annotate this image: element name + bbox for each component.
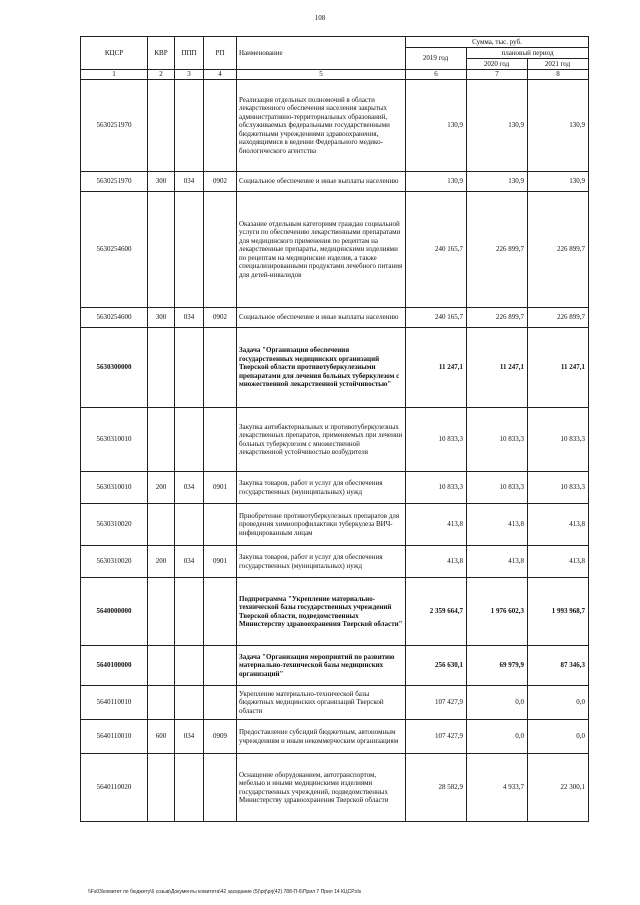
row-value-2020: 0,0 (467, 720, 528, 754)
header-kvr: КВР (148, 37, 175, 70)
row-code: 5630251970 (81, 172, 148, 192)
row-kvr: 200 (148, 472, 175, 504)
table-row (81, 546, 589, 578)
row-rp (204, 686, 237, 720)
row-value-2020: 413,8 (467, 504, 528, 546)
row-rp: 0902 (204, 308, 237, 328)
table-row (81, 686, 589, 720)
row-value-2020: 413,8 (467, 546, 528, 578)
row-ppp (175, 686, 204, 720)
row-name: Оснащение оборудованием, автотранспортом, мебелью и иными медицинскими изделиями государственных учреждений, подведомственных Министерству здравоохранения Тверской области (237, 754, 406, 822)
row-rp: 0909 (204, 720, 237, 754)
row-kvr (148, 504, 175, 546)
row-ppp (175, 328, 204, 408)
row-value-2019: 413,8 (406, 546, 467, 578)
table-row (81, 578, 589, 646)
row-value-2019: 413,8 (406, 504, 467, 546)
row-value-2019: 130,9 (406, 172, 467, 192)
row-value-2020: 226 899,7 (467, 192, 528, 308)
row-value-2019: 240 165,7 (406, 308, 467, 328)
row-ppp: 034 (175, 720, 204, 754)
col-number: 6 (406, 70, 467, 80)
budget-table (80, 36, 589, 822)
table-row (81, 328, 589, 408)
row-value-2020: 130,9 (467, 80, 528, 172)
row-value-2020: 10 833,3 (467, 472, 528, 504)
row-value-2021: 130,9 (528, 172, 589, 192)
row-kvr (148, 754, 175, 822)
row-value-2021: 0,0 (528, 686, 589, 720)
row-value-2019: 11 247,1 (406, 328, 467, 408)
table-row (81, 408, 589, 472)
row-value-2021: 0,0 (528, 720, 589, 754)
row-value-2020: 226 899,7 (467, 308, 528, 328)
col-number: 1 (81, 70, 148, 80)
header-rp: РП (204, 37, 237, 70)
header-2019: 2019 год (406, 48, 467, 70)
table-row (81, 308, 589, 328)
row-ppp (175, 192, 204, 308)
row-value-2020: 4 933,7 (467, 754, 528, 822)
row-code: 5630300000 (81, 328, 148, 408)
page-number: 108 (314, 14, 326, 22)
col-number: 7 (467, 70, 528, 80)
row-code: 5640110010 (81, 720, 148, 754)
row-value-2021: 413,8 (528, 504, 589, 546)
row-ppp: 034 (175, 472, 204, 504)
row-name: Закупка антибактериальных и противотуберкулезных лекарственных препаратов, применяемых при лечении больных туберкулезом с множественной лекарственной устойчивостью возбудителя (237, 408, 406, 472)
row-ppp (175, 646, 204, 686)
table-row (81, 646, 589, 686)
row-ppp (175, 80, 204, 172)
row-ppp (175, 754, 204, 822)
row-value-2019: 10 833,3 (406, 472, 467, 504)
row-name: Подпрограмма "Укрепление материально-технической базы государственных учреждений Тверской области, подведомственных Министерству здравоохранения Тверской области" (237, 578, 406, 646)
table-body (81, 80, 589, 822)
row-code: 5630310020 (81, 504, 148, 546)
row-rp (204, 578, 237, 646)
row-kvr: 200 (148, 546, 175, 578)
row-value-2020: 11 247,1 (467, 328, 528, 408)
row-rp (204, 408, 237, 472)
row-rp (204, 646, 237, 686)
row-kvr: 300 (148, 172, 175, 192)
row-kvr (148, 408, 175, 472)
row-value-2019: 107 427,9 (406, 686, 467, 720)
row-code: 5630254600 (81, 192, 148, 308)
column-numbers-row (81, 70, 589, 80)
row-ppp (175, 578, 204, 646)
row-value-2019: 240 165,7 (406, 192, 467, 308)
row-rp: 0901 (204, 546, 237, 578)
row-ppp: 034 (175, 308, 204, 328)
header-name: Наименование (237, 37, 406, 70)
row-code: 5640110020 (81, 754, 148, 822)
row-name: Социальное обеспечение и иные выплаты населению (237, 308, 406, 328)
col-number: 8 (528, 70, 589, 80)
table-row (81, 754, 589, 822)
row-name: Социальное обеспечение и иные выплаты населению (237, 172, 406, 192)
col-number: 5 (237, 70, 406, 80)
row-value-2021: 10 833,3 (528, 472, 589, 504)
col-number: 2 (148, 70, 175, 80)
row-name: Предоставление субсидий бюджетным, автономным учреждениям и иным некоммерческим организациям (237, 720, 406, 754)
row-ppp (175, 504, 204, 546)
row-code: 5640100000 (81, 646, 148, 686)
row-name: Задача "Организация обеспечения государственных медицинских организаций Тверской области противотуберкулезными препаратами для лечения больных туберкулезом с множественной лекарственной устойчивостью" (237, 328, 406, 408)
row-value-2020: 69 979,9 (467, 646, 528, 686)
col-number: 4 (204, 70, 237, 80)
row-value-2021: 413,8 (528, 546, 589, 578)
row-value-2020: 10 833,3 (467, 408, 528, 472)
row-value-2019: 130,9 (406, 80, 467, 172)
row-value-2021: 87 346,3 (528, 646, 589, 686)
row-ppp: 034 (175, 172, 204, 192)
table-row (81, 80, 589, 172)
row-rp (204, 80, 237, 172)
row-value-2020: 130,9 (467, 172, 528, 192)
row-rp (204, 754, 237, 822)
row-rp (204, 328, 237, 408)
row-code: 5630310010 (81, 408, 148, 472)
row-value-2021: 10 833,3 (528, 408, 589, 472)
row-kvr (148, 80, 175, 172)
row-value-2020: 0,0 (467, 686, 528, 720)
row-value-2019: 28 582,9 (406, 754, 467, 822)
row-kvr (148, 646, 175, 686)
row-rp: 0901 (204, 472, 237, 504)
row-kvr: 600 (148, 720, 175, 754)
row-kvr (148, 192, 175, 308)
row-code: 5630254600 (81, 308, 148, 328)
header-planned-period: плановый период (467, 48, 589, 59)
row-name: Закупка товаров, работ и услуг для обеспечения государственных (муниципальных) нужд (237, 546, 406, 578)
row-name: Задача "Организация мероприятий по развитию материально-технической базы медицинских организаций" (237, 646, 406, 686)
header-code: КЦСР (81, 37, 148, 70)
table-header (81, 37, 589, 80)
row-value-2020: 1 976 602,3 (467, 578, 528, 646)
row-value-2021: 130,9 (528, 80, 589, 172)
row-kvr (148, 686, 175, 720)
row-ppp: 034 (175, 546, 204, 578)
file-path-footer: \\Fs03\комитет по бюджету\6 созыв\Документы комитета\42 заседание (5)\prj\prj(42) 788-П-6\Прил 7 Прил 14 КЦСР.xls (88, 889, 362, 895)
row-rp (204, 192, 237, 308)
header-2020: 2020 год (467, 59, 528, 70)
row-code: 5630310010 (81, 472, 148, 504)
table-row (81, 172, 589, 192)
row-value-2019: 10 833,3 (406, 408, 467, 472)
header-ppp: ППП (175, 37, 204, 70)
header-2021: 2021 год (528, 59, 589, 70)
table-row (81, 192, 589, 308)
table-row (81, 472, 589, 504)
table-row (81, 504, 589, 546)
row-ppp (175, 408, 204, 472)
row-name: Оказание отдельным категориям граждан социальной услуги по обеспечению лекарственными препаратами для медицинского применения по рецептам на лекарственные препараты, медицинскими изделиями по рецептам на медицинские изделия, а также специализированными продуктами лечебного питания для детей-инвалидов (237, 192, 406, 308)
row-value-2019: 2 359 664,7 (406, 578, 467, 646)
row-code: 5640000000 (81, 578, 148, 646)
col-number: 3 (175, 70, 204, 80)
row-value-2021: 1 993 968,7 (528, 578, 589, 646)
row-value-2021: 226 899,7 (528, 192, 589, 308)
row-value-2021: 226 899,7 (528, 308, 589, 328)
table-row (81, 720, 589, 754)
row-code: 5640110010 (81, 686, 148, 720)
header-sum: Сумма, тыс. руб. (406, 37, 589, 48)
row-code: 5630251970 (81, 80, 148, 172)
row-name: Закупка товаров, работ и услуг для обеспечения государственных (муниципальных) нужд (237, 472, 406, 504)
row-value-2021: 11 247,1 (528, 328, 589, 408)
row-name: Укрепление материально-технической базы бюджетных медицинских организаций Тверской области (237, 686, 406, 720)
row-kvr (148, 328, 175, 408)
row-name: Приобретение противотуберкулезных препаратов для проведения химиопрофилактики туберкулеза ВИЧ-инфицированным лицам (237, 504, 406, 546)
row-kvr (148, 578, 175, 646)
row-code: 5630310020 (81, 546, 148, 578)
row-name: Реализация отдельных полномочий в области лекарственного обеспечения населения закрытых административно-территориальных образований, обслуживаемых федеральными государственными бюджетными учреждениями здравоохранения, находящимися в ведении Федерального медико-биологического агентства (237, 80, 406, 172)
row-rp: 0902 (204, 172, 237, 192)
row-value-2021: 22 300,1 (528, 754, 589, 822)
row-value-2019: 256 630,1 (406, 646, 467, 686)
row-value-2019: 107 427,9 (406, 720, 467, 754)
row-kvr: 300 (148, 308, 175, 328)
row-rp (204, 504, 237, 546)
